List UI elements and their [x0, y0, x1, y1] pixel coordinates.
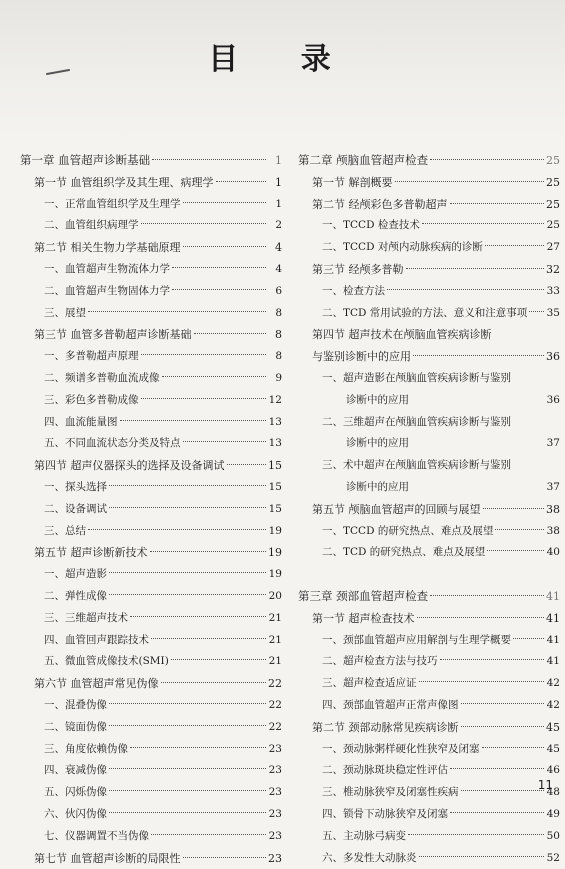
toc-entry-label: 诊断中的应用 — [346, 390, 409, 412]
dot-leader — [413, 355, 544, 356]
toc-entry-label: 四、血管回声跟踪技术 — [44, 630, 149, 652]
dot-leader — [387, 289, 544, 290]
toc-item-entry[interactable] — [298, 804, 560, 826]
toc-entry-label: 第一章 血管超声诊断基础 — [20, 150, 150, 172]
page-title: 目 录 — [0, 34, 565, 78]
toc-entry-page: 40 — [546, 542, 560, 564]
toc-entry-label: 六、伙闪伪像 — [44, 804, 107, 826]
toc-entry-page: 38 — [546, 521, 560, 543]
toc-item-entry[interactable] — [20, 303, 282, 325]
toc-entry-page: 52 — [546, 848, 560, 869]
dot-leader — [430, 595, 544, 596]
dot-leader — [183, 246, 267, 247]
toc-item-entry[interactable] — [298, 695, 560, 717]
toc-entry-page: 8 — [268, 346, 282, 368]
toc-entry-label: 第二节 颈部动脉常见疾病诊断 — [312, 717, 459, 739]
toc-entry-page: 4 — [268, 259, 282, 281]
toc-entry-page: 21 — [268, 630, 282, 652]
toc-entry-page: 48 — [546, 782, 560, 804]
dot-leader — [109, 594, 266, 595]
dot-leader — [150, 551, 267, 552]
toc-entry-page: 46 — [546, 760, 560, 782]
toc-item-entry[interactable] — [298, 673, 560, 695]
toc-entry-page: 32 — [546, 259, 560, 281]
dot-leader — [406, 268, 545, 269]
toc-entry-page: 2 — [268, 215, 282, 237]
toc-item-entry[interactable] — [298, 651, 560, 673]
toc-entry-page: 19 — [268, 542, 282, 564]
toc-entry-page: 36 — [546, 390, 560, 412]
dot-leader — [109, 725, 266, 726]
toc-chapter-entry[interactable] — [298, 150, 560, 172]
dot-leader — [109, 703, 266, 704]
toc-entry-page: 38 — [546, 499, 560, 521]
toc-item-entry[interactable] — [20, 259, 282, 281]
toc-entry-label: 一、颈动脉粥样硬化性狭窄及闭塞 — [322, 739, 480, 761]
toc-section-entry[interactable] — [20, 848, 282, 869]
toc-section-entry[interactable] — [298, 499, 560, 521]
toc-entry-page: 1 — [268, 172, 282, 194]
dot-leader — [120, 420, 267, 421]
dot-leader — [450, 768, 544, 769]
toc-entry-label: 诊断中的应用 — [346, 433, 409, 455]
toc-entry-page: 22 — [268, 717, 282, 739]
toc-entry-label: 第三节 血管多普勒超声诊断基础 — [34, 324, 192, 346]
toc-item-entry[interactable] — [20, 433, 282, 455]
toc-entry-page: 33 — [546, 281, 560, 303]
toc-entry-page: 41 — [546, 630, 560, 652]
toc-entry-label: 二、超声检查方法与技巧 — [322, 651, 438, 673]
toc-entry-label: 诊断中的应用 — [346, 477, 409, 499]
toc-entry-page: 22 — [268, 695, 282, 717]
toc-item-entry[interactable] — [20, 608, 282, 630]
dot-leader — [141, 398, 267, 399]
toc-entry-page: 4 — [268, 237, 282, 259]
dot-leader — [130, 616, 266, 617]
toc-item-entry[interactable] — [298, 782, 560, 804]
toc-entry-label: 二、颈动脉斑块稳定性评估 — [322, 760, 448, 782]
toc-entry-label: 二、TCCD 对颅内动脉疾病的诊断 — [322, 237, 483, 259]
toc-item-entry[interactable] — [298, 630, 560, 652]
toc-entry-page: 15 — [268, 499, 282, 521]
toc-entry-page: 25 — [546, 150, 560, 172]
dot-leader — [419, 681, 545, 682]
toc-entry-page: 45 — [546, 717, 560, 739]
toc-item-entry[interactable] — [298, 848, 560, 869]
toc-entry-label: 一、TCCD 检查技术 — [322, 215, 420, 237]
toc-entry-page: 12 — [268, 390, 282, 412]
toc-entry-page: 23 — [268, 739, 282, 761]
toc-item-entry[interactable] — [20, 346, 282, 368]
toc-entry-page: 25 — [546, 194, 560, 216]
dot-leader — [216, 181, 267, 182]
toc-item-entry[interactable] — [298, 303, 560, 325]
toc-entry-label: 第四节 超声仪器探头的选择及设备调试 — [34, 455, 225, 477]
toc-entry-label: 三、术中超声在颅脑血管疾病诊断与鉴别 — [322, 455, 511, 477]
toc-entry-label: 三、超声检查适应证 — [322, 673, 417, 695]
toc-entry-page: 6 — [268, 281, 282, 303]
dot-leader — [88, 529, 266, 530]
toc-entry-label: 四、锁骨下动脉狭窄及闭塞 — [322, 804, 448, 826]
toc-section-entry[interactable] — [298, 608, 560, 630]
dot-leader — [513, 638, 544, 639]
toc-entry-label: 第二章 颅脑血管超声检查 — [298, 150, 428, 172]
toc-item-entry[interactable] — [20, 368, 282, 390]
toc-entry-page: 45 — [546, 739, 560, 761]
toc-item-entry[interactable] — [298, 215, 560, 237]
dot-leader — [395, 181, 545, 182]
toc-entry-label: 四、血流能量图 — [44, 412, 118, 434]
dot-leader — [194, 333, 267, 334]
toc-entry-label: 二、设备调试 — [44, 499, 107, 521]
toc-item-entry[interactable] — [298, 412, 560, 434]
toc-item-entry[interactable] — [20, 739, 282, 761]
toc-item-entry[interactable] — [298, 739, 560, 761]
dot-leader — [109, 507, 266, 508]
dot-leader — [483, 508, 545, 509]
toc-entry-label: 一、检查方法 — [322, 281, 385, 303]
toc-entry-page: 41 — [546, 651, 560, 673]
toc-chapter-entry[interactable] — [298, 586, 560, 608]
toc-entry-page: 37 — [546, 433, 560, 455]
toc-entry-label: 一、超声造影 — [44, 564, 107, 586]
toc-entry-page: 25 — [546, 172, 560, 194]
toc-item-entry[interactable] — [298, 826, 560, 848]
toc-entry-label: 一、血管超声生物流体力学 — [44, 259, 170, 281]
toc-item-entry[interactable] — [20, 630, 282, 652]
toc-item-entry[interactable] — [298, 237, 560, 259]
toc-entry-label: 第三节 经颅多普勒 — [312, 259, 404, 281]
toc-entry-page: 42 — [546, 673, 560, 695]
toc-item-entry[interactable] — [20, 826, 282, 848]
toc-entry-page: 8 — [268, 324, 282, 346]
dot-leader — [461, 790, 545, 791]
toc-item-entry[interactable] — [298, 542, 560, 564]
toc-item-entry[interactable] — [20, 717, 282, 739]
toc-entry-label: 一、多普勒超声原理 — [44, 346, 139, 368]
toc-entry-label: 五、闪烁伪像 — [44, 782, 107, 804]
toc-entry-page: 25 — [546, 215, 560, 237]
toc-item-entry[interactable] — [20, 477, 282, 499]
toc-entry-page: 50 — [546, 826, 560, 848]
dot-leader — [109, 572, 266, 573]
dot-leader — [109, 812, 266, 813]
toc-item-entry[interactable] — [20, 782, 282, 804]
toc-section-entry[interactable] — [20, 455, 282, 477]
dot-leader — [419, 856, 545, 857]
toc-section-entry[interactable] — [20, 324, 282, 346]
toc-section-entry[interactable] — [298, 259, 560, 281]
toc-entry-page: 20 — [268, 586, 282, 608]
toc-entry-label: 三、三维超声技术 — [44, 608, 128, 630]
toc-section-entry[interactable] — [298, 194, 560, 216]
toc-entry-page: 9 — [268, 368, 282, 390]
toc-section-entry[interactable] — [20, 673, 282, 695]
toc-left-column — [20, 150, 282, 869]
toc-entry-label: 七、仪器调置不当伪像 — [44, 826, 149, 848]
toc-section-entry[interactable] — [298, 717, 560, 739]
toc-section-entry[interactable] — [20, 542, 282, 564]
dot-leader — [88, 311, 266, 312]
toc-entry-label: 六、多发性大动脉炎 — [322, 848, 417, 869]
toc-section-entry[interactable] — [20, 237, 282, 259]
toc-entry-label: 五、微血管成像技术(SMI) — [44, 651, 169, 673]
dot-leader — [487, 550, 544, 551]
page-number: 11 — [538, 778, 553, 792]
dot-leader — [172, 289, 266, 290]
toc-item-entry[interactable] — [20, 499, 282, 521]
toc-item-entry[interactable] — [20, 412, 282, 434]
dot-leader — [461, 703, 545, 704]
dot-leader — [171, 659, 266, 660]
toc-entry-page: 21 — [268, 651, 282, 673]
dot-leader — [109, 485, 266, 486]
toc-item2-entry[interactable] — [298, 390, 560, 412]
dot-leader — [183, 857, 267, 858]
dot-leader — [485, 245, 544, 246]
toc-entry-label: 一、正常血管组织学及生理学 — [44, 194, 181, 216]
dot-leader — [109, 768, 266, 769]
toc-entry-label: 第五节 颅脑血管超声的回顾与展望 — [312, 499, 481, 521]
toc-entry-label: 第一节 血管组织学及其生理、病理学 — [34, 172, 214, 194]
toc-entry-page: 13 — [268, 412, 282, 434]
toc-entry-label: 第六节 血管超声常见伪像 — [34, 673, 159, 695]
toc-entry-label: 三、总结 — [44, 521, 86, 543]
toc-item-entry[interactable] — [20, 215, 282, 237]
dot-leader — [183, 441, 267, 442]
toc-entry-label: 一、超声造影在颅脑血管疾病诊断与鉴别 — [322, 368, 511, 390]
toc-item-entry[interactable] — [20, 586, 282, 608]
toc-item-entry[interactable] — [20, 564, 282, 586]
toc-entry-label: 第四节 超声技术在颅脑血管疾病诊断 — [312, 324, 492, 346]
toc-entry-label: 二、血管超声生物固体力学 — [44, 281, 170, 303]
toc-item-entry[interactable] — [20, 390, 282, 412]
toc-item-entry[interactable] — [20, 521, 282, 543]
dot-leader — [227, 464, 267, 465]
toc-entry-label: 与鉴别诊断中的应用 — [312, 346, 411, 368]
toc-entry-label: 第一节 解剖概要 — [312, 172, 393, 194]
toc-entry-page: 19 — [268, 521, 282, 543]
dot-leader — [461, 726, 545, 727]
toc-section-entry[interactable] — [298, 324, 560, 346]
toc-section-entry[interactable] — [298, 172, 560, 194]
toc-entry-label: 二、频谱多普勒血流成像 — [44, 368, 160, 390]
toc-item-entry[interactable] — [20, 651, 282, 673]
toc-entry-label: 二、TCD 常用试验的方法、意义和注意事项 — [322, 303, 527, 325]
dot-leader — [152, 159, 266, 160]
dot-leader — [529, 311, 544, 312]
toc-item-entry[interactable] — [298, 455, 560, 477]
toc-entry-page: 36 — [546, 346, 560, 368]
toc-entry-page: 13 — [268, 433, 282, 455]
toc-entry-page: 19 — [268, 564, 282, 586]
toc-item-entry[interactable] — [20, 760, 282, 782]
toc-entry-page: 41 — [546, 608, 560, 630]
toc-entry-label: 一、颈部血管超声应用解剖与生理学概要 — [322, 630, 511, 652]
toc-entry-page: 21 — [268, 608, 282, 630]
dot-leader — [141, 223, 267, 224]
toc-item-entry[interactable] — [20, 281, 282, 303]
dot-leader — [482, 747, 545, 748]
toc-entry-label: 第二节 经颅彩色多普勒超声 — [312, 194, 448, 216]
dot-leader — [151, 834, 266, 835]
toc-entry-page: 22 — [268, 673, 282, 695]
dot-leader — [450, 203, 545, 204]
toc-entry-label: 五、不同血流状态分类及特点 — [44, 433, 181, 455]
toc-entry-label: 二、弹性成像 — [44, 586, 107, 608]
dot-leader — [422, 223, 544, 224]
dot-leader — [450, 812, 544, 813]
toc-section-entry[interactable] — [20, 172, 282, 194]
toc-entry-label: 一、混叠伪像 — [44, 695, 107, 717]
toc-entry-label: 一、TCCD 的研究热点、难点及展望 — [322, 521, 493, 543]
toc-entry-page: 8 — [268, 303, 282, 325]
dot-leader — [141, 354, 267, 355]
dot-leader — [417, 617, 545, 618]
toc-entry-label: 第三章 颈部血管超声检查 — [298, 586, 428, 608]
toc-entry-page: 15 — [268, 477, 282, 499]
toc-item-entry[interactable] — [20, 194, 282, 216]
toc-entry-page: 15 — [268, 455, 282, 477]
dot-leader — [109, 790, 266, 791]
toc-entry-page: 1 — [268, 150, 282, 172]
toc-item2-entry[interactable] — [298, 433, 560, 455]
dot-leader — [495, 529, 544, 530]
toc-entry-page: 23 — [268, 826, 282, 848]
toc-entry-page: 35 — [546, 303, 560, 325]
toc-entry-page: 27 — [546, 237, 560, 259]
toc-item-entry[interactable] — [20, 695, 282, 717]
toc-entry-label: 第五节 超声诊断新技术 — [34, 542, 148, 564]
dot-leader — [162, 376, 267, 377]
dot-leader — [183, 202, 267, 203]
toc-entry-page: 41 — [546, 586, 560, 608]
toc-item-entry[interactable] — [298, 521, 560, 543]
toc-entry-label: 三、彩色多普勒成像 — [44, 390, 139, 412]
dot-leader — [161, 682, 267, 683]
toc-spacer — [298, 564, 560, 586]
toc-entry-label: 二、三维超声在颅脑血管疾病诊断与鉴别 — [322, 412, 511, 434]
toc-entry-page: 1 — [268, 194, 282, 216]
toc-right-column — [298, 150, 560, 869]
dot-leader — [408, 834, 544, 835]
toc-entry-label: 第二节 相关生物力学基础原理 — [34, 237, 181, 259]
toc-item-entry[interactable] — [298, 281, 560, 303]
toc-entry-label: 二、镜面伪像 — [44, 717, 107, 739]
toc-entry-page: 23 — [268, 782, 282, 804]
toc-chapter-entry[interactable] — [20, 150, 282, 172]
toc-entry-label: 第七节 血管超声诊断的局限性 — [34, 848, 181, 869]
toc-entry-page: 49 — [546, 804, 560, 826]
toc-entry-label: 五、主动脉弓病变 — [322, 826, 406, 848]
dot-leader — [430, 159, 544, 160]
toc-entry-page: 23 — [268, 804, 282, 826]
toc-entry-label: 三、展望 — [44, 303, 86, 325]
toc-entry-label: 三、椎动脉狭窄及闭塞性疾病 — [322, 782, 459, 804]
toc-entry-page: 37 — [546, 477, 560, 499]
toc-entry-label: 四、颈部血管超声正常声像图 — [322, 695, 459, 717]
toc-entry-label: 第一节 超声检查技术 — [312, 608, 415, 630]
toc-item-entry[interactable] — [298, 368, 560, 390]
dot-leader — [130, 747, 266, 748]
dot-leader — [172, 267, 266, 268]
toc-entry-label: 二、血管组织病理学 — [44, 215, 139, 237]
toc-entry-label: 三、角度依赖伪像 — [44, 739, 128, 761]
toc-cont-entry[interactable] — [298, 346, 560, 368]
toc-item-entry[interactable] — [20, 804, 282, 826]
toc-entry-label: 二、TCD 的研究热点、难点及展望 — [322, 542, 485, 564]
dot-leader — [151, 638, 266, 639]
toc-item-entry[interactable] — [298, 760, 560, 782]
toc-entry-page: 23 — [268, 760, 282, 782]
toc-entry-page: 23 — [268, 848, 282, 869]
toc-entry-label: 一、探头选择 — [44, 477, 107, 499]
dot-leader — [440, 659, 545, 660]
toc-entry-page: 42 — [546, 695, 560, 717]
toc-item2-entry[interactable] — [298, 477, 560, 499]
toc-entry-label: 四、衰减伪像 — [44, 760, 107, 782]
